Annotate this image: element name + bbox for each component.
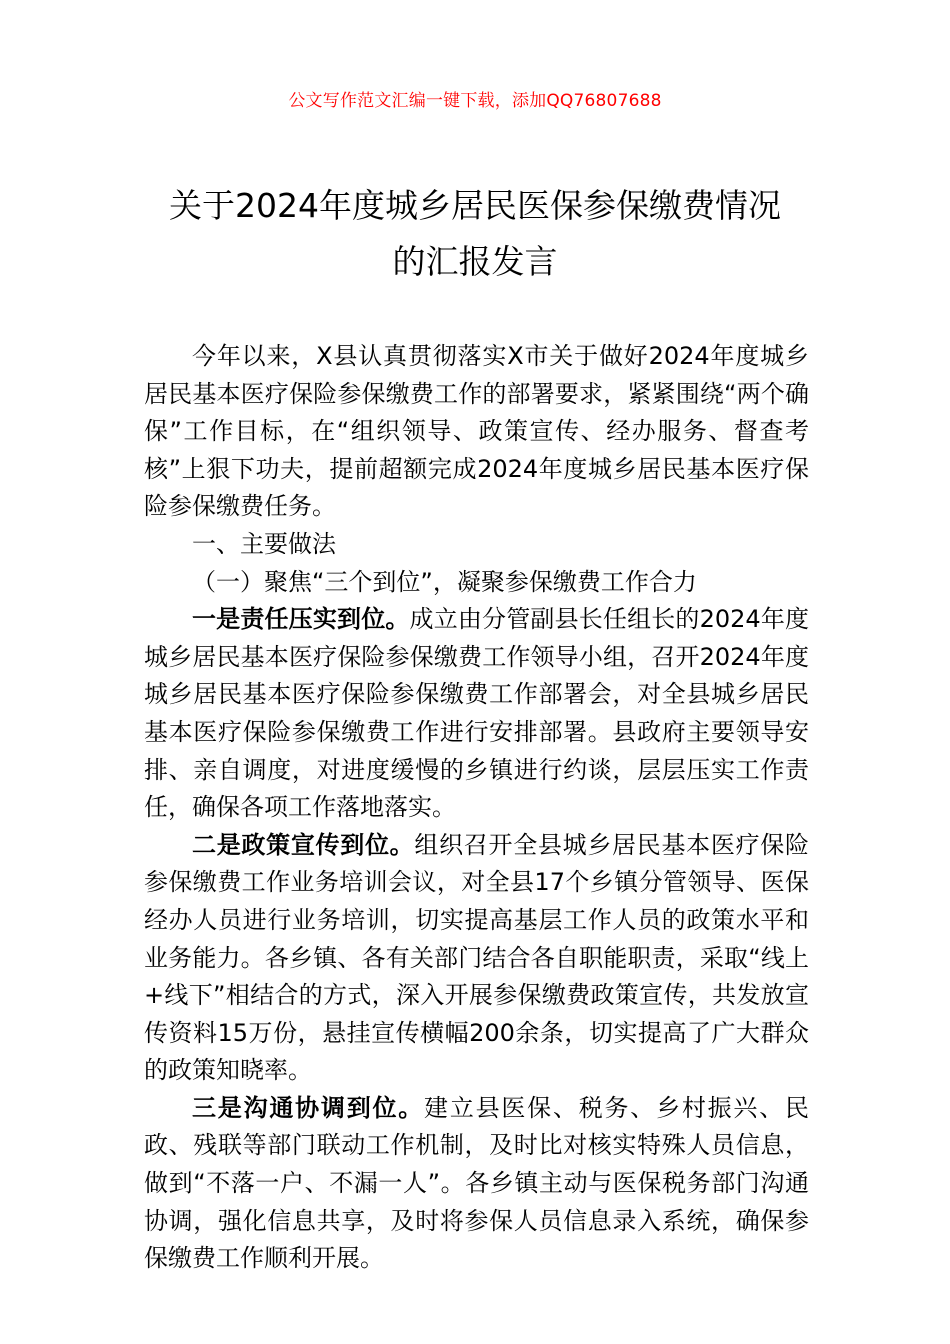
item-lead-2: 二是政策宣传到位。 [192, 830, 415, 859]
item-paragraph-3 [144, 1090, 809, 1278]
item-text-1: 成立由分管副县长任组长的2024年度城乡居民基本医疗保险参保缴费工作领导小组，召开2024年度城乡居民基本医疗保险参保缴费工作部署会，对全县城乡居民基本医疗保险参保缴费工作进行安排部署。县政府主要领导安排、亲自调度，对进度缓慢的乡镇进行约谈，层层压实工作责任，确保各项工作落地落实。 [144, 605, 810, 822]
subsection-heading: （一）聚焦“三个到位”，凝聚参保缴费工作合力 [192, 567, 697, 596]
item-text-2: 组织召开全县城乡居民基本医疗保险参保缴费工作业务培训会议，对全县17个乡镇分管领导、医保经办人员进行业务培训，切实提高基层工作人员的政策水平和业务能力。各乡镇、各有关部门结合各自职能职责，采取“线上+线下”相结合的方式，深入开展参保缴费政策宣传，共发放宣传资料15万份，悬挂宣传横幅200余条，切实提高了广大群众的政策知晓率。 [144, 830, 809, 1085]
title-line-2: 的汇报发言 [392, 242, 558, 281]
title-line-1: 关于2024年度城乡居民医保参保缴费情况 [169, 186, 781, 225]
intro-paragraph: 今年以来，X县认真贯彻落实X市关于做好2024年度城乡居民基本医疗保险参保缴费工作的部署要求，紧紧围绕“两个确保”工作目标，在“组织领导、政策宣传、经办服务、督查考核”上狠下功夫，提前超额完成2024年度城乡居民基本医疗保险参保缴费任务。 [144, 342, 809, 521]
download-promo-note: 公文写作范文汇编一键下载，添加QQ76807688 [288, 91, 662, 111]
section-heading: 一、主要做法 [192, 529, 336, 558]
document-body [144, 338, 809, 1278]
item-text-3: 建立县医保、税务、乡村振兴、民政、残联等部门联动工作机制，及时比对核实特殊人员信息，做到“不落一户、不漏一人”。各乡镇主动与医保税务部门沟通协调，强化信息共享，及时将参保人员信息录入系统，确保参保缴费工作顺利开展。 [144, 1093, 810, 1273]
item-lead-3: 三是沟通协调到位。 [192, 1093, 425, 1122]
item-lead-1: 一是责任压实到位。 [192, 605, 410, 634]
document-title [120, 178, 830, 290]
item-paragraph-2 [144, 827, 809, 1090]
item-paragraph-1 [144, 601, 809, 827]
